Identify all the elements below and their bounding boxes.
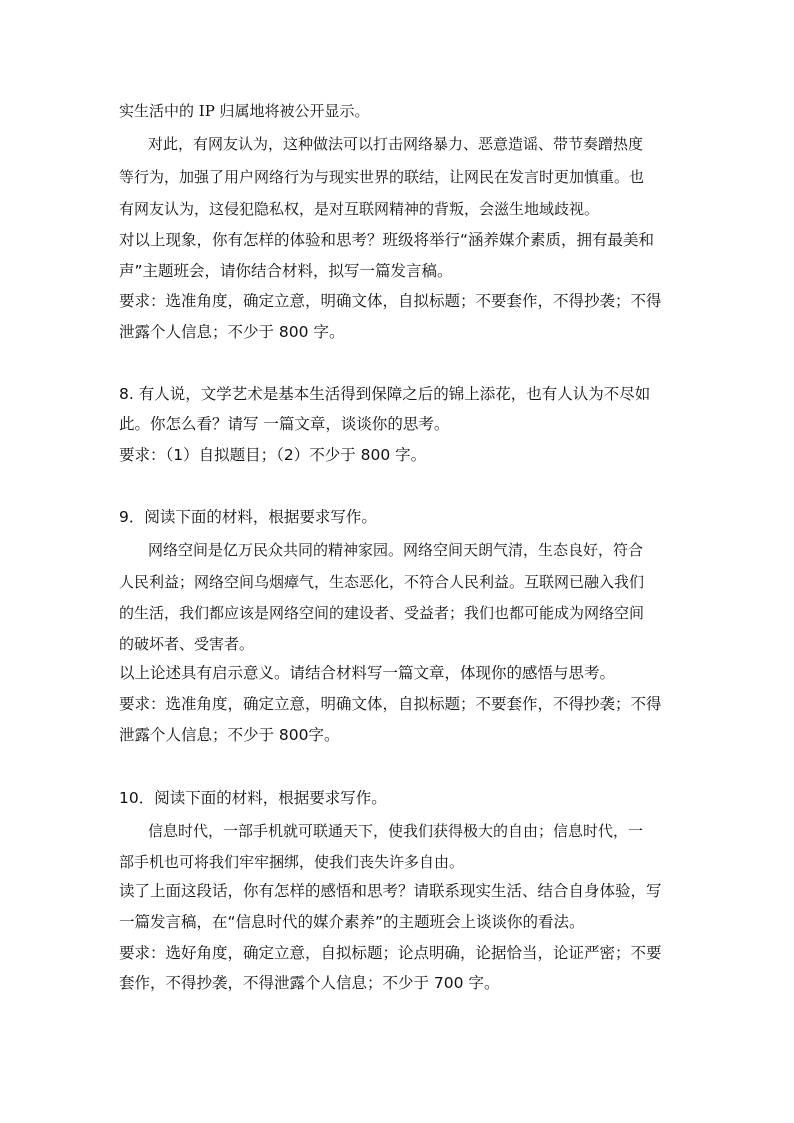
text-line: 声”主题班会，请你结合材料，拟写一篇发言稿。: [119, 262, 453, 280]
text-line: 泄露个人信息；不少于 800 字。: [119, 323, 345, 341]
question-9-line: 9．阅读下面的材料，根据要求写作。: [119, 508, 377, 526]
text-line: 等行为，加强了用户网络行为与现实世界的联结，让网民在发言时更加慎重。也: [119, 168, 645, 186]
text-line: 对以上现象，你有怎样的体验和思考？班级将举行“涵养媒介素质，拥有最美和: [119, 231, 655, 249]
text-line: 对此，有网友认为，这种做法可以打击网络暴力、恶意造谣、带节奏蹭热度: [148, 135, 644, 153]
question-10-line: 10．阅读下面的材料，根据要求写作。: [119, 789, 387, 807]
text-line: 部手机也可将我们牢牢捆绑，使我们丧失许多自由。: [119, 853, 465, 871]
text-line: 的生活，我们都应该是网络空间的建设者、受益者；我们也都可能成为网络空间: [119, 604, 645, 622]
text-line: 此。你怎么看？请写 一篇文章，谈谈你的思考。: [119, 415, 450, 433]
text-line: 信息时代，一部手机就可联通天下，使我们获得极大的自由；信息时代，一: [148, 822, 644, 840]
text-line: 网络空间是亿万民众共同的精神家园。网络空间天朗气清，生态良好，符合: [148, 541, 644, 559]
text-line: 泄露个人信息；不少于 800字。: [119, 726, 340, 744]
text-line: 要求：选准角度，确定立意，明确文体，自拟标题；不要套作，不得抄袭；不得: [119, 695, 662, 713]
text-line: 人民利益；网络空间乌烟瘴气，生态恶化，不符合人民利益。互联网已融入我们: [119, 573, 645, 591]
text-line: 一篇发言稿，在“信息时代的媒介素养”的主题班会上谈谈你的看法。: [119, 913, 585, 931]
text-line: 实生活中的 IP 归属地将被公开显示。: [119, 102, 370, 120]
text-line: 要求：选准角度，确定立意，明确文体，自拟标题；不要套作，不得抄袭；不得: [119, 292, 662, 310]
text-line: 的破坏者、受害者。: [119, 635, 255, 653]
text-line: 要求：（1）自拟题目；（2）不少于 800 字。: [119, 446, 427, 464]
text-line: 要求：选好角度，确定立意，自拟标题；论点明确，论据恰当，论证严密；不要: [119, 944, 662, 962]
text-line: 套作，不得抄袭，不得泄露个人信息；不少于 700 字。: [119, 974, 500, 992]
text-line: 读了上面这段话，你有怎样的感悟和思考？请联系现实生活、结合自身体验，写: [119, 882, 662, 900]
text-line: 有网友认为，这侵犯隐私权，是对互联网精神的背叛，会滋生地域歧视。: [119, 200, 600, 218]
text-line: 以上论述具有启示意义。请结合材料写一篇文章，体现你的感悟与思考。: [119, 664, 616, 682]
question-8-line: 8. 有人说，文学艺术是基本生活得到保障之后的锦上添花，也有人认为不尽如: [119, 385, 651, 403]
